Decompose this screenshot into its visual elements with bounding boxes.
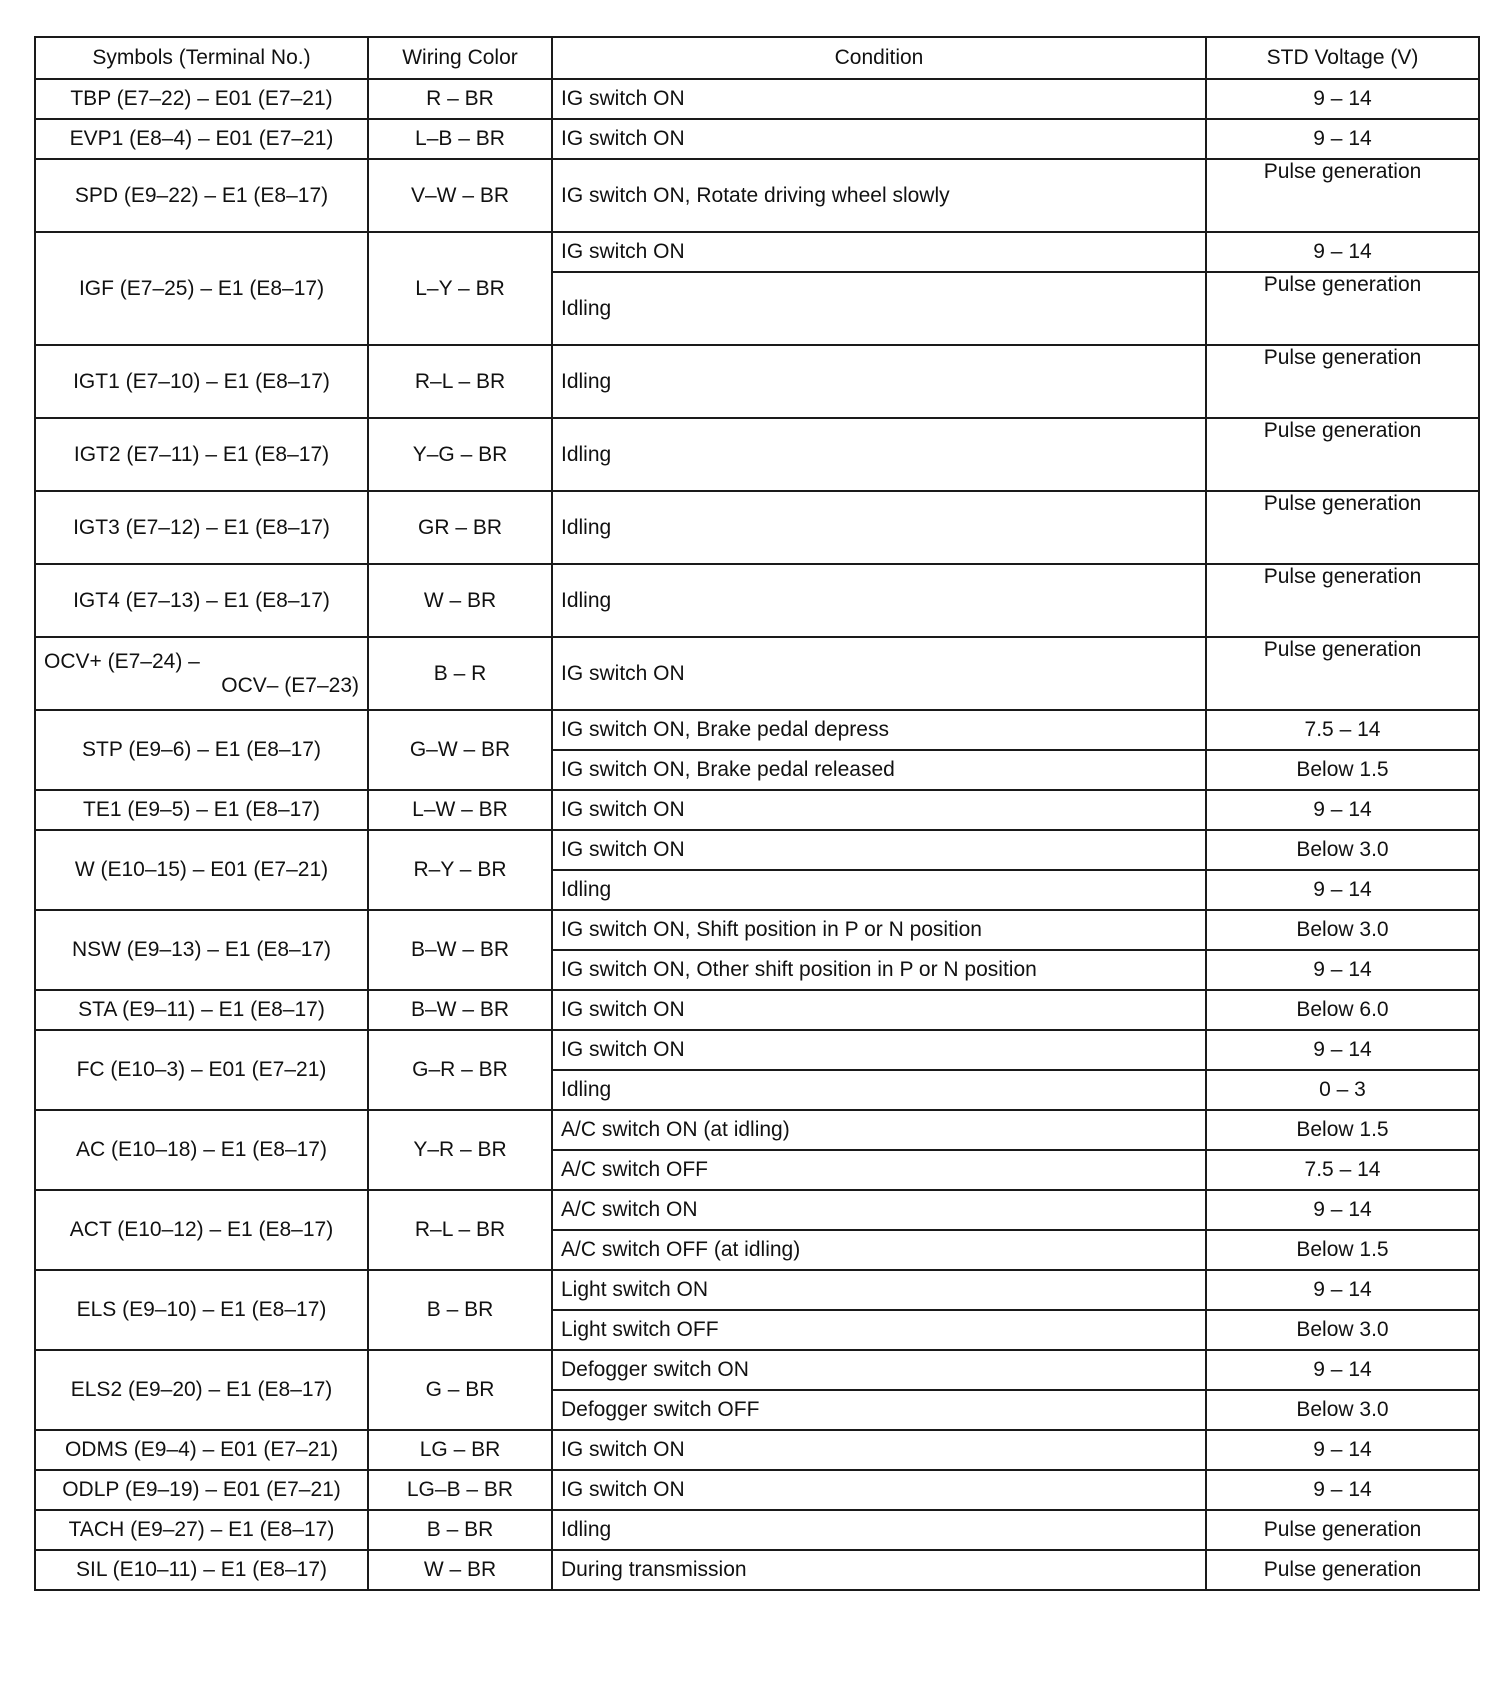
std-voltage-cell: Below 1.5 bbox=[1206, 750, 1479, 790]
table-row bbox=[35, 79, 1479, 119]
condition-cell: IG switch ON bbox=[552, 990, 1206, 1030]
header-std-voltage: STD Voltage (V) bbox=[1206, 37, 1479, 79]
condition-cell: IG switch ON, Rotate driving wheel slowly bbox=[552, 159, 1206, 232]
wiring-color-cell: R–L – BR bbox=[368, 1190, 552, 1270]
std-voltage-cell: 7.5 – 14 bbox=[1206, 1150, 1479, 1190]
wiring-color-cell: R – BR bbox=[368, 79, 552, 119]
condition-cell: IG switch ON bbox=[552, 79, 1206, 119]
table-row bbox=[35, 418, 1479, 491]
wiring-color-cell: W – BR bbox=[368, 564, 552, 637]
table-row bbox=[35, 1430, 1479, 1470]
wiring-color-cell: G–R – BR bbox=[368, 1030, 552, 1110]
std-voltage-cell: 7.5 – 14 bbox=[1206, 710, 1479, 750]
condition-cell: IG switch ON, Brake pedal released bbox=[552, 750, 1206, 790]
terminal-symbol-cell: ELS2 (E9–20) – E1 (E8–17) bbox=[35, 1350, 368, 1430]
wiring-color-cell: B – BR bbox=[368, 1270, 552, 1350]
condition-cell: A/C switch ON bbox=[552, 1190, 1206, 1230]
std-voltage-cell: Pulse generation bbox=[1206, 345, 1479, 418]
table-row bbox=[35, 1550, 1479, 1590]
terminal-symbol-cell: ELS (E9–10) – E1 (E8–17) bbox=[35, 1270, 368, 1350]
std-voltage-cell: 9 – 14 bbox=[1206, 1470, 1479, 1510]
std-voltage-cell: Below 3.0 bbox=[1206, 1390, 1479, 1430]
terminal-symbol-cell: IGT1 (E7–10) – E1 (E8–17) bbox=[35, 345, 368, 418]
table-row bbox=[35, 1270, 1479, 1310]
wiring-color-cell: B–W – BR bbox=[368, 990, 552, 1030]
terminal-symbol-cell: ACT (E10–12) – E1 (E8–17) bbox=[35, 1190, 368, 1270]
header-wiring-color: Wiring Color bbox=[368, 37, 552, 79]
std-voltage-cell: 9 – 14 bbox=[1206, 119, 1479, 159]
condition-cell: A/C switch OFF bbox=[552, 1150, 1206, 1190]
condition-cell: IG switch ON bbox=[552, 232, 1206, 272]
table-row bbox=[35, 159, 1479, 232]
std-voltage-cell: Below 1.5 bbox=[1206, 1230, 1479, 1270]
terminal-symbol-line-2: OCV– (E7–23) bbox=[221, 673, 359, 697]
terminal-symbol-cell: IGT3 (E7–12) – E1 (E8–17) bbox=[35, 491, 368, 564]
condition-cell: Idling bbox=[552, 1070, 1206, 1110]
table-row bbox=[35, 1190, 1479, 1230]
std-voltage-cell: Pulse generation bbox=[1206, 491, 1479, 564]
std-voltage-cell: 9 – 14 bbox=[1206, 1270, 1479, 1310]
condition-cell: Idling bbox=[552, 272, 1206, 345]
table-row bbox=[35, 910, 1479, 950]
terminal-symbol-cell: FC (E10–3) – E01 (E7–21) bbox=[35, 1030, 368, 1110]
std-voltage-cell: 9 – 14 bbox=[1206, 1190, 1479, 1230]
terminal-symbol-cell: STP (E9–6) – E1 (E8–17) bbox=[35, 710, 368, 790]
std-voltage-cell: 9 – 14 bbox=[1206, 950, 1479, 990]
condition-cell: Defogger switch OFF bbox=[552, 1390, 1206, 1430]
std-voltage-cell: Pulse generation bbox=[1206, 637, 1479, 710]
condition-cell: IG switch ON, Shift position in P or N position bbox=[552, 910, 1206, 950]
terminal-symbol-cell: IGF (E7–25) – E1 (E8–17) bbox=[35, 232, 368, 345]
wiring-color-cell: Y–G – BR bbox=[368, 418, 552, 491]
condition-cell: Defogger switch ON bbox=[552, 1350, 1206, 1390]
std-voltage-cell: Pulse generation bbox=[1206, 272, 1479, 345]
std-voltage-cell: Pulse generation bbox=[1206, 1550, 1479, 1590]
condition-cell: Idling bbox=[552, 491, 1206, 564]
std-voltage-cell: 9 – 14 bbox=[1206, 232, 1479, 272]
wiring-color-cell: L–B – BR bbox=[368, 119, 552, 159]
condition-cell: A/C switch ON (at idling) bbox=[552, 1110, 1206, 1150]
std-voltage-cell: Pulse generation bbox=[1206, 418, 1479, 491]
terminal-symbol-cell: TE1 (E9–5) – E1 (E8–17) bbox=[35, 790, 368, 830]
header-condition: Condition bbox=[552, 37, 1206, 79]
terminal-symbol-cell: SIL (E10–11) – E1 (E8–17) bbox=[35, 1550, 368, 1590]
table-row bbox=[35, 1030, 1479, 1070]
terminal-symbol-cell: NSW (E9–13) – E1 (E8–17) bbox=[35, 910, 368, 990]
terminal-symbol-cell bbox=[35, 637, 368, 710]
condition-cell: Idling bbox=[552, 564, 1206, 637]
std-voltage-cell: Pulse generation bbox=[1206, 1510, 1479, 1550]
condition-cell: Idling bbox=[552, 870, 1206, 910]
std-voltage-cell: Below 6.0 bbox=[1206, 990, 1479, 1030]
condition-cell: IG switch ON bbox=[552, 637, 1206, 710]
std-voltage-cell: Below 1.5 bbox=[1206, 1110, 1479, 1150]
std-voltage-cell: Below 3.0 bbox=[1206, 830, 1479, 870]
table-row bbox=[35, 637, 1479, 710]
condition-cell: Light switch ON bbox=[552, 1270, 1206, 1310]
table-row bbox=[35, 1510, 1479, 1550]
table-row bbox=[35, 990, 1479, 1030]
condition-cell: IG switch ON bbox=[552, 830, 1206, 870]
wiring-color-cell: B – R bbox=[368, 637, 552, 710]
table-row bbox=[35, 491, 1479, 564]
wiring-color-cell: Y–R – BR bbox=[368, 1110, 552, 1190]
std-voltage-cell: 9 – 14 bbox=[1206, 870, 1479, 910]
condition-cell: IG switch ON bbox=[552, 790, 1206, 830]
table-row bbox=[35, 564, 1479, 637]
wiring-color-cell: G–W – BR bbox=[368, 710, 552, 790]
table-row bbox=[35, 790, 1479, 830]
wiring-color-cell: GR – BR bbox=[368, 491, 552, 564]
table-row bbox=[35, 710, 1479, 750]
header-row bbox=[35, 37, 1479, 79]
std-voltage-cell: Below 3.0 bbox=[1206, 1310, 1479, 1350]
wiring-color-cell: R–Y – BR bbox=[368, 830, 552, 910]
terminal-symbol-cell: SPD (E9–22) – E1 (E8–17) bbox=[35, 159, 368, 232]
wiring-color-cell: W – BR bbox=[368, 1550, 552, 1590]
terminal-symbol-cell: AC (E10–18) – E1 (E8–17) bbox=[35, 1110, 368, 1190]
condition-cell: Idling bbox=[552, 1510, 1206, 1550]
wiring-color-cell: LG – BR bbox=[368, 1430, 552, 1470]
terminal-symbol-cell: EVP1 (E8–4) – E01 (E7–21) bbox=[35, 119, 368, 159]
wiring-color-cell: L–Y – BR bbox=[368, 232, 552, 345]
wiring-color-cell: LG–B – BR bbox=[368, 1470, 552, 1510]
condition-cell: IG switch ON bbox=[552, 1470, 1206, 1510]
terminal-symbol-cell: ODMS (E9–4) – E01 (E7–21) bbox=[35, 1430, 368, 1470]
table-body bbox=[35, 79, 1479, 1590]
condition-cell: Light switch OFF bbox=[552, 1310, 1206, 1350]
wiring-color-cell: G – BR bbox=[368, 1350, 552, 1430]
table-row bbox=[35, 1110, 1479, 1150]
table-row bbox=[35, 119, 1479, 159]
terminal-symbol-cell: TBP (E7–22) – E01 (E7–21) bbox=[35, 79, 368, 119]
wiring-color-cell: B – BR bbox=[368, 1510, 552, 1550]
table-row bbox=[35, 1350, 1479, 1390]
table-row bbox=[35, 1470, 1479, 1510]
terminal-symbol-line-1: OCV+ (E7–24) – bbox=[44, 649, 200, 673]
condition-cell: A/C switch OFF (at idling) bbox=[552, 1230, 1206, 1270]
condition-cell: IG switch ON, Other shift position in P or N position bbox=[552, 950, 1206, 990]
table-row bbox=[35, 232, 1479, 272]
terminal-symbol-cell: IGT4 (E7–13) – E1 (E8–17) bbox=[35, 564, 368, 637]
std-voltage-cell: 9 – 14 bbox=[1206, 1430, 1479, 1470]
condition-cell: IG switch ON, Brake pedal depress bbox=[552, 710, 1206, 750]
std-voltage-cell: Pulse generation bbox=[1206, 564, 1479, 637]
wiring-color-cell: R–L – BR bbox=[368, 345, 552, 418]
std-voltage-cell: 9 – 14 bbox=[1206, 790, 1479, 830]
std-voltage-cell: Pulse generation bbox=[1206, 159, 1479, 232]
std-voltage-cell: Below 3.0 bbox=[1206, 910, 1479, 950]
wiring-color-cell: B–W – BR bbox=[368, 910, 552, 990]
condition-cell: IG switch ON bbox=[552, 119, 1206, 159]
table-row bbox=[35, 830, 1479, 870]
header-symbols: Symbols (Terminal No.) bbox=[35, 37, 368, 79]
terminal-symbol-cell: TACH (E9–27) – E1 (E8–17) bbox=[35, 1510, 368, 1550]
std-voltage-cell: 9 – 14 bbox=[1206, 79, 1479, 119]
wiring-color-cell: L–W – BR bbox=[368, 790, 552, 830]
wiring-color-cell: V–W – BR bbox=[368, 159, 552, 232]
condition-cell: IG switch ON bbox=[552, 1030, 1206, 1070]
table-row bbox=[35, 345, 1479, 418]
std-voltage-cell: 0 – 3 bbox=[1206, 1070, 1479, 1110]
terminal-symbol-cell: IGT2 (E7–11) – E1 (E8–17) bbox=[35, 418, 368, 491]
condition-cell: Idling bbox=[552, 418, 1206, 491]
terminal-voltage-table bbox=[34, 36, 1480, 1591]
condition-cell: During transmission bbox=[552, 1550, 1206, 1590]
condition-cell: IG switch ON bbox=[552, 1430, 1206, 1470]
terminal-symbol-cell: STA (E9–11) – E1 (E8–17) bbox=[35, 990, 368, 1030]
std-voltage-cell: 9 – 14 bbox=[1206, 1350, 1479, 1390]
condition-cell: Idling bbox=[552, 345, 1206, 418]
terminal-symbol-cell: ODLP (E9–19) – E01 (E7–21) bbox=[35, 1470, 368, 1510]
std-voltage-cell: 9 – 14 bbox=[1206, 1030, 1479, 1070]
terminal-symbol-cell: W (E10–15) – E01 (E7–21) bbox=[35, 830, 368, 910]
